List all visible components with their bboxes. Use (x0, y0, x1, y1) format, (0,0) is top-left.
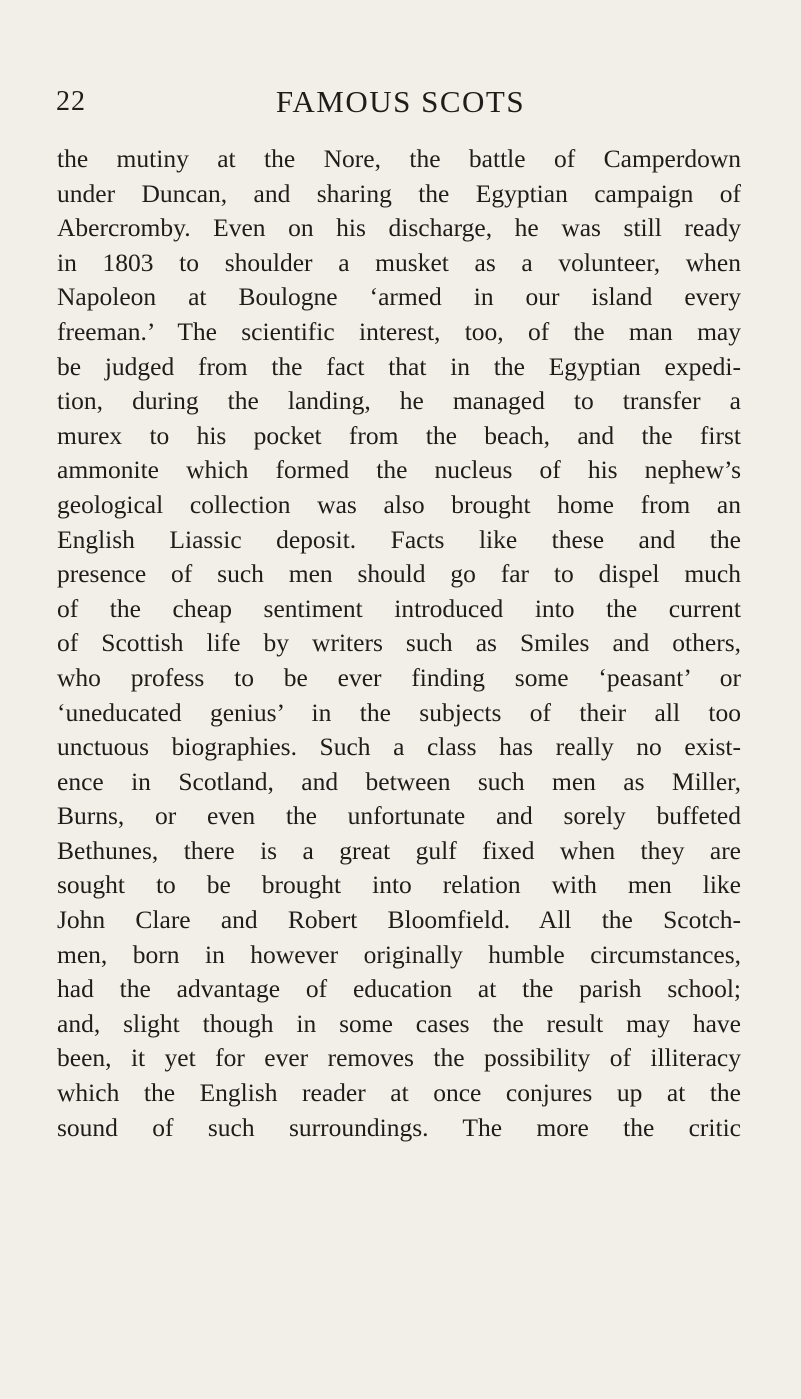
text-line: unctuous biographies. Such a class has really no exist- (57, 732, 741, 762)
text-line: Bethunes, there is a great gulf fixed when they are (57, 835, 741, 865)
text-line: John Clare and Robert Bloomfield. All the Scotch- (57, 905, 741, 935)
text-line: of the cheap sentiment introduced into the current (57, 593, 741, 623)
text-line: murex to his pocket from the beach, and the first (57, 420, 741, 450)
page-header (0, 82, 801, 122)
text-line: presence of such men should go far to dispel much (57, 559, 741, 589)
text-line: in 1803 to shoulder a musket as a volunteer, when (57, 247, 741, 277)
text-line: sound of such surroundings. The more the critic (57, 1112, 741, 1142)
page-number: 22 (56, 86, 86, 117)
text-line: tion, during the landing, he managed to transfer a (57, 386, 741, 416)
text-line: ‘uneducated genius’ in the subjects of their all too (57, 697, 741, 727)
running-head: FAMOUS SCOTS (275, 84, 526, 119)
text-line: ammonite which formed the nucleus of his nephew’s (57, 455, 741, 485)
text-line: sought to be brought into relation with men like (57, 870, 741, 900)
text-line: which the English reader at once conjures up at the (57, 1078, 741, 1108)
text-line: ence in Scotland, and between such men as Miller, (57, 766, 741, 796)
text-line: men, born in however originally humble circumstances, (57, 939, 741, 969)
text-line: had the advantage of education at the parish school; (57, 974, 741, 1004)
text-line: of Scottish life by writers such as Smiles and others, (57, 628, 741, 658)
text-line: been, it yet for ever removes the possibility of illiteracy (57, 1043, 741, 1073)
text-line: and, slight though in some cases the result may have (57, 1008, 741, 1038)
text-line: who profess to be ever finding some ‘peasant’ or (57, 662, 741, 692)
text-line: Abercromby. Even on his discharge, he was still ready (57, 213, 741, 243)
text-line: the mutiny at the Nore, the battle of Camperdown (57, 144, 741, 173)
text-line: geological collection was also brought home from an (57, 489, 741, 519)
text-line: be judged from the fact that in the Egyptian expedi- (57, 351, 741, 381)
text-line: Napoleon at Boulogne ‘armed in our island every (57, 282, 741, 312)
text-line: Burns, or even the unfortunate and sorely buffeted (57, 801, 741, 831)
body-text (57, 142, 741, 1145)
text-line: freeman.’ The scientific interest, too, of the man may (57, 316, 741, 346)
text-line: under Duncan, and sharing the Egyptian campaign of (57, 178, 741, 208)
text-line: English Liassic deposit. Facts like these and the (57, 524, 741, 554)
